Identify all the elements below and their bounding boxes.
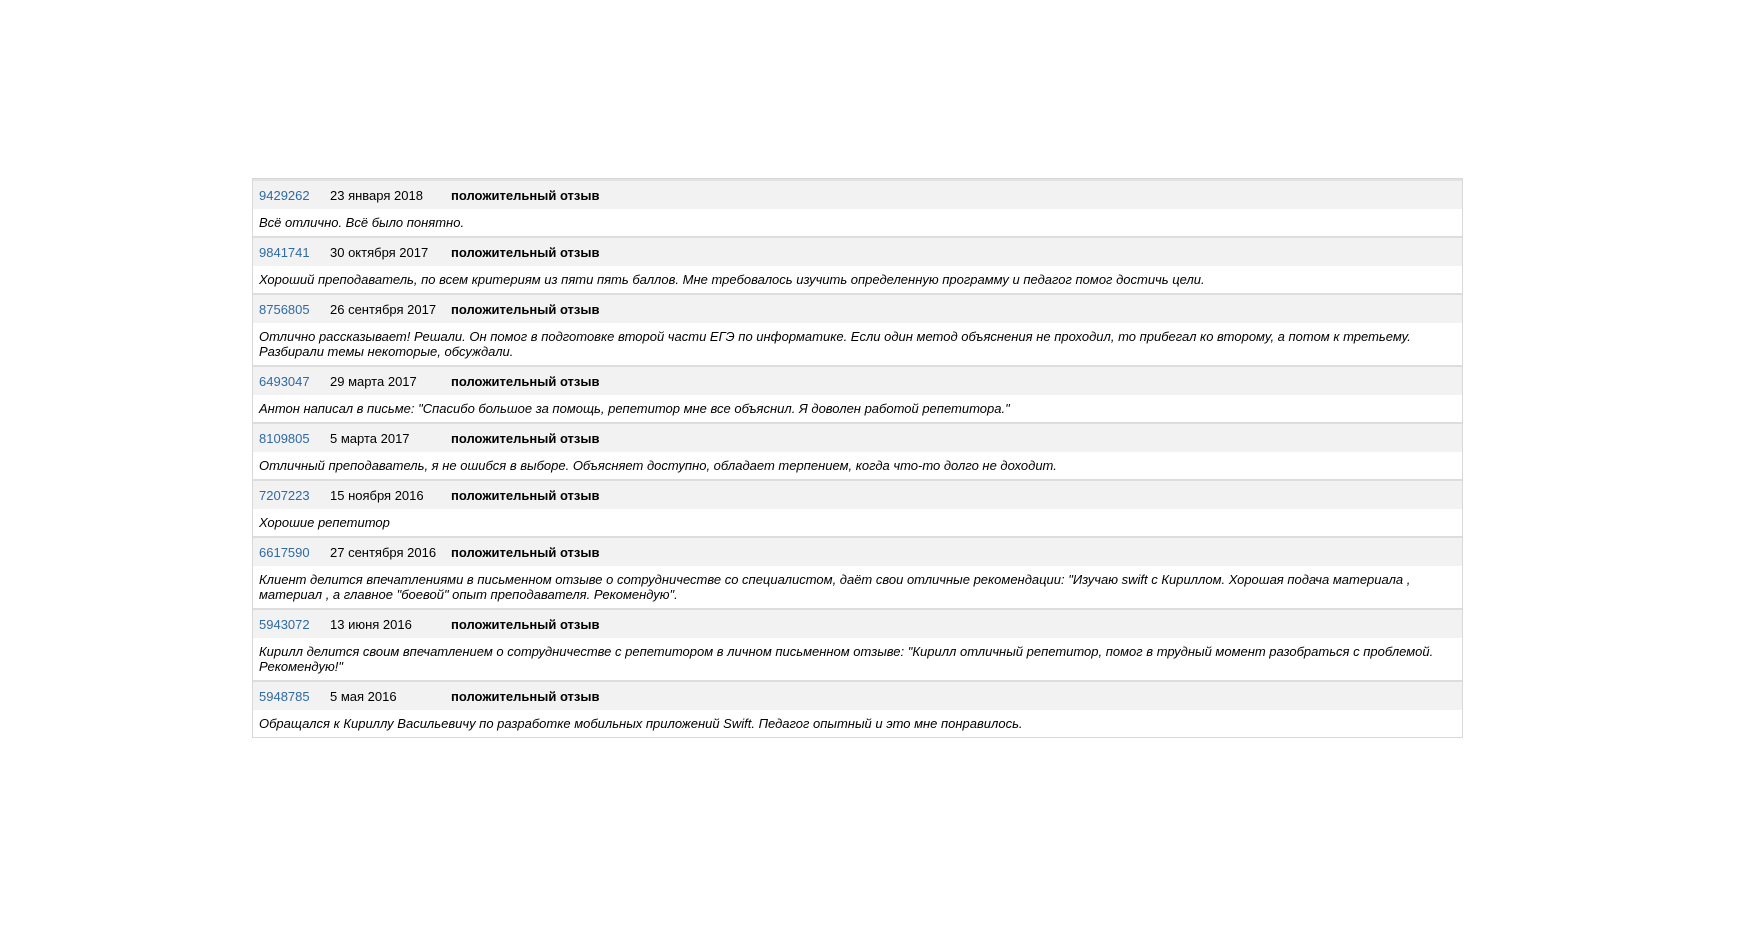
review-id-link[interactable]: 6617590 [259, 544, 310, 560]
review-date: 30 октября 2017 [330, 244, 429, 260]
review-type: положительный отзыв [451, 430, 600, 446]
review-type: положительный отзыв [451, 301, 600, 317]
review-text: Кирилл делится своим впечатлением о сотрудничестве с репетитором в личном письменном отзыве: "Кирилл отличный репетитор, помог в трудный момент разобраться с проблемой. Рекомендую!" [253, 638, 1462, 680]
review-date: 5 марта 2017 [330, 430, 410, 446]
review-id-link[interactable]: 7207223 [259, 487, 310, 503]
review-header [253, 424, 1462, 452]
review-text: Отличный преподаватель, я не ошибся в выборе. Объясняет доступно, обладает терпением, когда что-то долго не доходит. [253, 452, 1462, 479]
review-id-link[interactable]: 9841741 [259, 244, 310, 260]
review-type: положительный отзыв [451, 187, 600, 203]
review-id-link[interactable]: 5948785 [259, 688, 310, 704]
review-date: 5 мая 2016 [330, 688, 397, 704]
review-header [253, 610, 1462, 638]
review-type: положительный отзыв [451, 244, 600, 260]
review-text: Отлично рассказывает! Решали. Он помог в подготовке второй части ЕГЭ по информатике. Если один метод объяснения не проходил, то прибегал ко второму, а потом к третьему. Разбирали темы некоторые, обсуждали. [253, 323, 1462, 365]
review-id-link[interactable]: 6493047 [259, 373, 310, 389]
review-date: 26 сентября 2017 [330, 301, 437, 317]
review-text: Обращался к Кириллу Васильевичу по разработке мобильных приложений Swift. Педагог опытный и это мне понравилось. [253, 710, 1462, 737]
review-item [253, 608, 1462, 680]
review-type: положительный отзыв [451, 373, 600, 389]
review-item [253, 293, 1462, 365]
review-type: положительный отзыв [451, 616, 600, 632]
review-text: Хороший преподаватель, по всем критериям из пяти пять баллов. Мне требовалось изучить определенную программу и педагог помог достичь цели. [253, 266, 1462, 293]
review-item [253, 179, 1462, 236]
review-type: положительный отзыв [451, 544, 600, 560]
review-id-link[interactable]: 8109805 [259, 430, 310, 446]
review-header [253, 538, 1462, 566]
review-header [253, 181, 1462, 209]
review-id-link[interactable]: 9429262 [259, 187, 310, 203]
review-header [253, 481, 1462, 509]
review-header [253, 238, 1462, 266]
review-id-link[interactable]: 8756805 [259, 301, 310, 317]
review-item [253, 479, 1462, 536]
review-type: положительный отзыв [451, 487, 600, 503]
review-header [253, 295, 1462, 323]
review-date: 13 июня 2016 [330, 616, 412, 632]
review-text: Хорошие репетитор [253, 509, 1462, 536]
review-type: положительный отзыв [451, 688, 600, 704]
review-text: Клиент делится впечатлениями в письменном отзыве о сотрудничестве со специалистом, даёт свои отличные рекомендации: "Изучаю swift с Кириллом. Хорошая подача материала , материал , а главное "боевой" опыт преподавателя. Рекомендую". [253, 566, 1462, 608]
review-item [253, 365, 1462, 422]
review-date: 29 марта 2017 [330, 373, 417, 389]
review-header [253, 682, 1462, 710]
reviews-list [252, 178, 1463, 738]
review-header [253, 367, 1462, 395]
review-item [253, 536, 1462, 608]
review-date: 23 января 2018 [330, 187, 423, 203]
review-text: Антон написал в письме: "Спасибо большое за помощь, репетитор мне все объяснил. Я доволен работой репетитора." [253, 395, 1462, 422]
review-date: 15 ноября 2016 [330, 487, 424, 503]
review-text: Всё отлично. Всё было понятно. [253, 209, 1462, 236]
review-item [253, 422, 1462, 479]
review-date: 27 сентября 2016 [330, 544, 437, 560]
review-item [253, 680, 1462, 737]
review-item [253, 236, 1462, 293]
review-id-link[interactable]: 5943072 [259, 616, 310, 632]
